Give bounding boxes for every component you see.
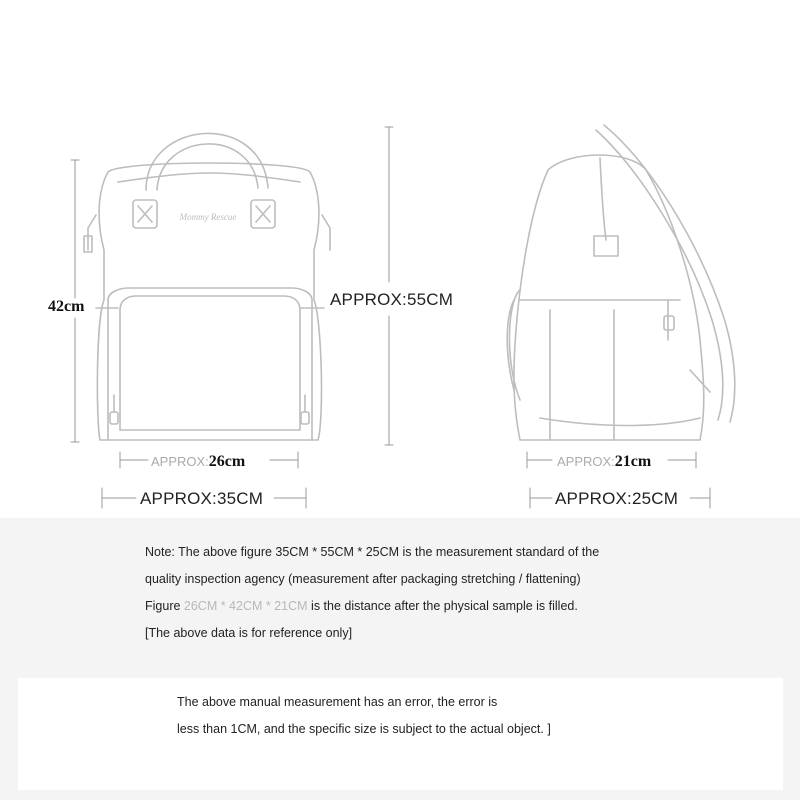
note-line-1: Note: The above figure 35CM * 55CM * 25CM is the measurement standard of the bbox=[145, 545, 600, 559]
side-depth-label bbox=[557, 454, 651, 470]
note-line-2: quality inspection agency (measurement after packaging stretching / flattening) bbox=[145, 572, 581, 586]
side-depth-prefix: APPROX: bbox=[557, 454, 615, 469]
height-label: 42cm bbox=[48, 298, 85, 315]
side-depth-value: 21cm bbox=[614, 453, 652, 470]
front-outer-width-label: APPROX:35CM bbox=[140, 489, 264, 508]
side-outer-depth-label: APPROX:25CM bbox=[555, 489, 679, 508]
front-backpack-drawing bbox=[84, 133, 330, 440]
disclaimer-line-1: The above manual measurement has an error, the error is bbox=[177, 695, 498, 709]
front-width-label bbox=[151, 454, 245, 470]
note-line-3 bbox=[145, 599, 578, 613]
note-line-4: [The above data is for reference only] bbox=[145, 626, 353, 640]
disclaimer-box bbox=[18, 678, 783, 790]
center-height-label: APPROX:55CM bbox=[330, 290, 454, 309]
note-line-3-b: 26CM * 42CM * 21CM bbox=[183, 599, 308, 613]
side-backpack-drawing bbox=[507, 125, 735, 440]
front-width-value: 26cm bbox=[208, 453, 246, 470]
front-width-prefix: APPROX: bbox=[151, 454, 209, 469]
note-line-3-a: Figure bbox=[145, 599, 184, 613]
note-line-3-c: is the distance after the physical sample is filled. bbox=[307, 599, 578, 613]
disclaimer-line-2: less than 1CM, and the specific size is subject to the actual object. ] bbox=[177, 722, 551, 736]
notes-section bbox=[0, 518, 800, 800]
bag-logo-text: Mommy Rescue bbox=[179, 212, 237, 222]
